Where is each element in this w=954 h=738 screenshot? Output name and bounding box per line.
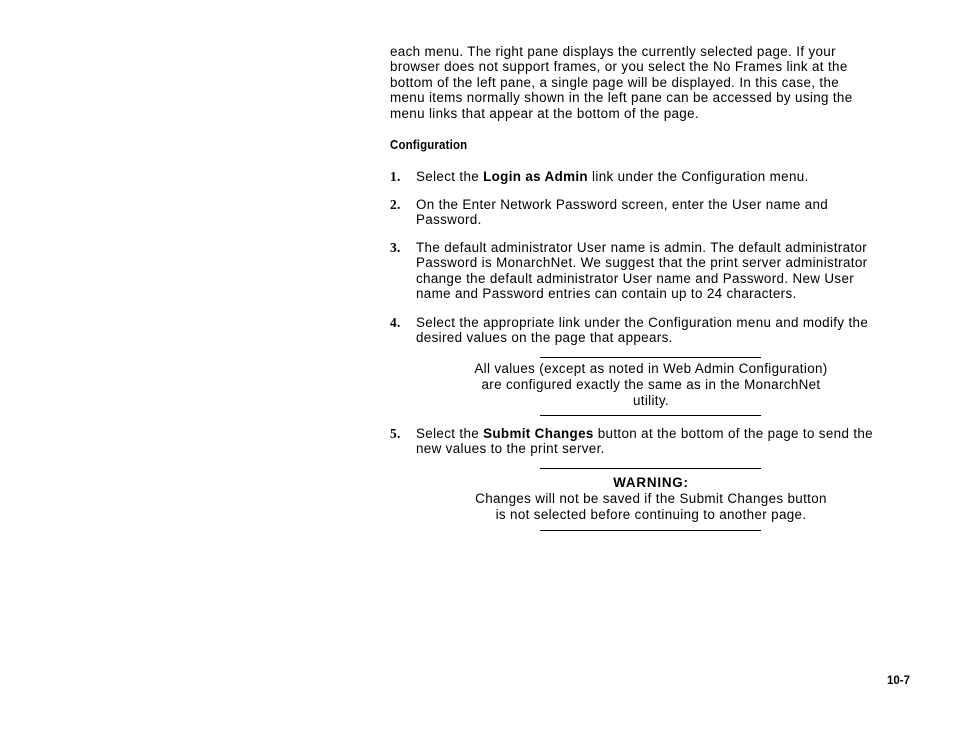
intro-line: each menu. The right pane displays the currently selected page. If your — [390, 44, 836, 59]
step-number: 4. — [390, 315, 401, 330]
note-top-rule — [540, 357, 761, 358]
warning-bottom-rule — [540, 530, 761, 531]
step-5 — [390, 426, 910, 457]
step-line: desired values on the page that appears. — [416, 330, 673, 346]
page-number: 10-7 — [887, 675, 911, 687]
step-line: Password. — [416, 212, 482, 228]
warning-line: Changes will not be saved if the Submit Changes button — [475, 491, 827, 506]
step-number: 3. — [390, 240, 401, 255]
note-line: are configured exactly the same as in the MonarchNet — [481, 377, 821, 392]
step-line: Select the appropriate link under the Configuration menu and modify the — [416, 315, 869, 330]
note-box — [446, 361, 856, 409]
ui-term: Login as Admin — [483, 169, 588, 184]
step-4 — [390, 315, 910, 346]
step-2 — [390, 197, 910, 228]
ui-term: Submit Changes — [483, 426, 594, 441]
step-text — [416, 169, 910, 184]
step-line: Password is MonarchNet. We suggest that the print server administrator — [416, 255, 868, 271]
intro-line: browser does not support frames, or you select the No Frames link at the — [390, 59, 848, 75]
step-line: new values to the print server. — [416, 441, 605, 457]
section-heading: Configuration — [390, 137, 468, 152]
step-text — [416, 315, 910, 346]
step-line: change the default administrator User name and Password. New User — [416, 270, 855, 286]
intro-paragraph — [390, 44, 910, 121]
step-number: 5. — [390, 426, 401, 441]
step-line: The default administrator User name is admin. The default administrator — [416, 240, 868, 255]
step-text — [416, 426, 910, 457]
step-text — [416, 197, 910, 228]
step-text-segment: button at the bottom of the page to send the — [593, 426, 873, 441]
step-1 — [390, 169, 910, 184]
note-bottom-rule — [540, 415, 761, 416]
intro-line: bottom of the left pane, a single page will be displayed. In this case, the — [390, 74, 840, 90]
step-number: 2. — [390, 197, 401, 212]
step-line: On the Enter Network Password screen, enter the User name and — [416, 197, 829, 212]
warning-title: WARNING: — [613, 475, 689, 490]
step-number: 1. — [390, 169, 401, 184]
note-line: All values (except as noted in Web Admin Configuration) — [474, 361, 828, 376]
warning-line: is not selected before continuing to another page. — [495, 507, 807, 522]
step-line: name and Password entries can contain up to 24 characters. — [416, 286, 797, 302]
warning-box — [446, 475, 856, 523]
step-3 — [390, 240, 910, 302]
intro-line: menu links that appear at the bottom of the page. — [390, 105, 699, 121]
step-text-segment: link under the Configuration menu. — [587, 169, 809, 184]
step-text-segment: Select the — [416, 426, 484, 441]
step-text-segment: Select the — [416, 169, 484, 184]
intro-line: menu items normally shown in the left pane can be accessed by using the — [390, 90, 853, 106]
note-line: utility. — [632, 393, 670, 408]
warning-top-rule — [540, 468, 761, 469]
step-text — [416, 240, 910, 302]
intro-text — [390, 44, 910, 121]
